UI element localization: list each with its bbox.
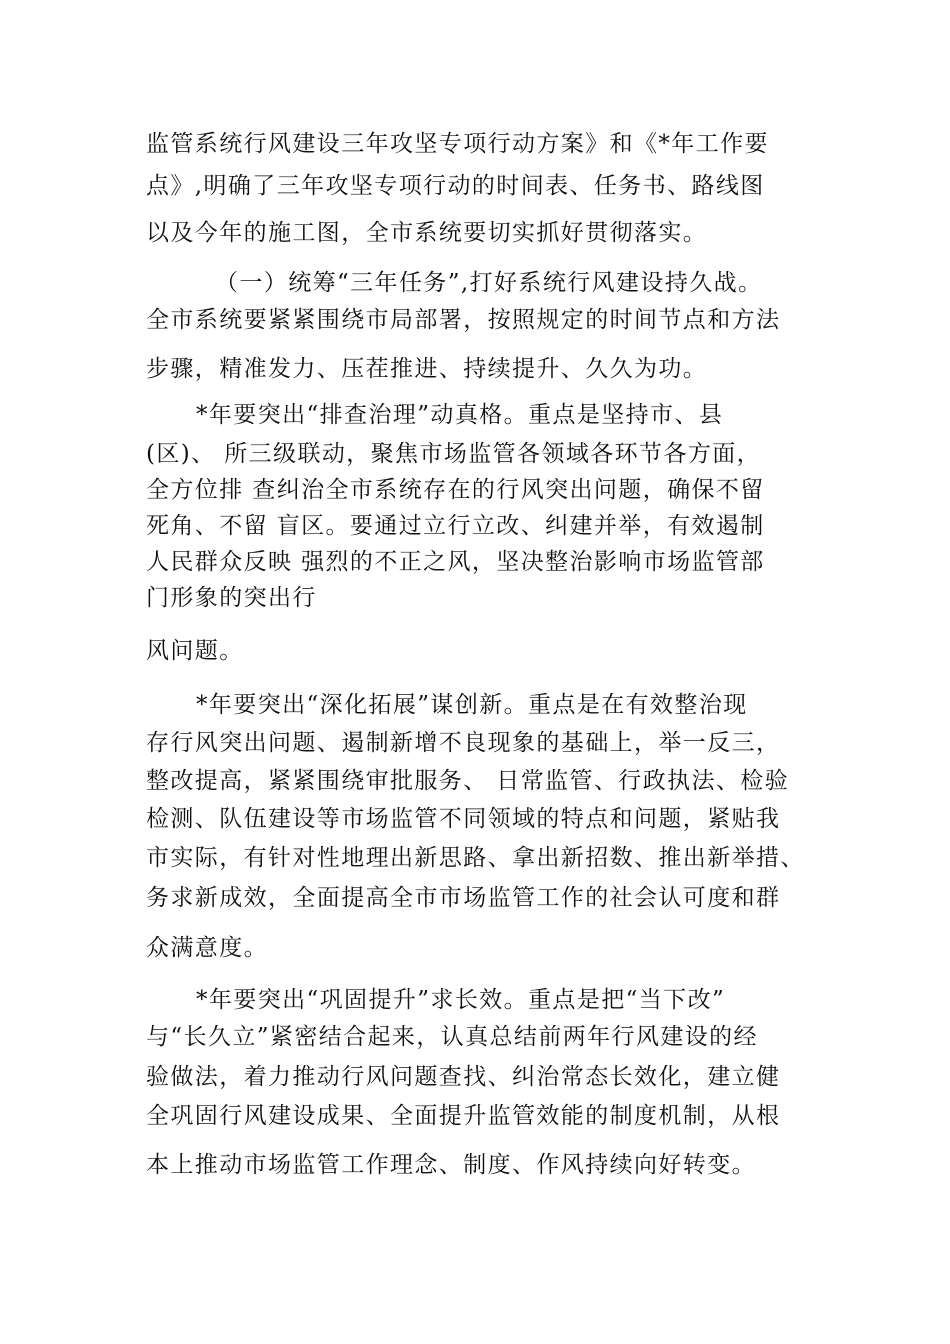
text-line: 验做法，着力推动行风问题查找、纠治常态长效化，建立健 bbox=[146, 1064, 781, 1090]
text-line: 市实际，有针对性地理出新思路、拿出新招数、推出新举措、 bbox=[146, 845, 805, 871]
text-line: (区)、 所三级联动，聚焦市场监管各领域各环节各方面， bbox=[146, 441, 762, 467]
text-line: 本上推动市场监管工作理念、制度、作风持续向好转变。 bbox=[146, 1152, 756, 1178]
paragraph-lead: *年要突出“排查治理”动真格。重点是坚持市、县 bbox=[196, 402, 724, 428]
text-line: 全巩固行风建设成果、全面提升监管效能的制度机制，从根 bbox=[146, 1103, 781, 1129]
paragraph-lead: *年要突出“巩固提升”求长效。重点是把“当下改” bbox=[196, 987, 726, 1013]
text-line: 与“长久立”紧密结合起来，认真总结前两年行风建设的经 bbox=[146, 1024, 758, 1050]
text-line: 死角、不留 盲区。要通过立行立改、纠建并举，有效遏制 bbox=[146, 513, 765, 539]
text-line: 存行风突出问题、遏制新增不良现象的基础上，举一反三， bbox=[146, 730, 781, 756]
text-line: 门形象的突出行 bbox=[146, 585, 317, 611]
section-heading: （一）统筹“三年任务”,打好系统行风建设持久战。 bbox=[215, 270, 763, 296]
text-line: 众满意度。 bbox=[146, 935, 268, 961]
text-line: 人民群众反映 强烈的不正之风，坚决整治影响市场监管部 bbox=[146, 549, 765, 575]
paragraph-lead: *年要突出“深化拓展”谋创新。重点是在有效整治现 bbox=[196, 692, 748, 718]
text-line: 点》,明确了三年攻坚专项行动的时间表、任务书、路线图 bbox=[146, 173, 765, 199]
text-line: 步骤，精准发力、压茬推进、持续提升、久久为功。 bbox=[146, 356, 708, 382]
text-line: 全市系统要紧紧围绕市局部署，按照规定的时间节点和方法 bbox=[146, 307, 781, 333]
text-line: 风问题。 bbox=[146, 638, 244, 664]
text-line: 监管系统行风建设三年攻坚专项行动方案》和《*年工作要 bbox=[146, 131, 769, 157]
text-line: 整改提高，紧紧围绕审批服务、 日常监管、行政执法、检验 bbox=[146, 768, 790, 794]
text-line: 检测、队伍建设等市场监管不同领域的特点和问题，紧贴我 bbox=[146, 806, 781, 832]
text-line: 务求新成效，全面提高全市市场监管工作的社会认可度和群 bbox=[146, 885, 781, 911]
text-line: 全方位排 查纠治全市系统存在的行风突出问题，确保不留 bbox=[146, 477, 765, 503]
text-line: 以及今年的施工图，全市系统要切实抓好贯彻落实。 bbox=[146, 220, 708, 246]
